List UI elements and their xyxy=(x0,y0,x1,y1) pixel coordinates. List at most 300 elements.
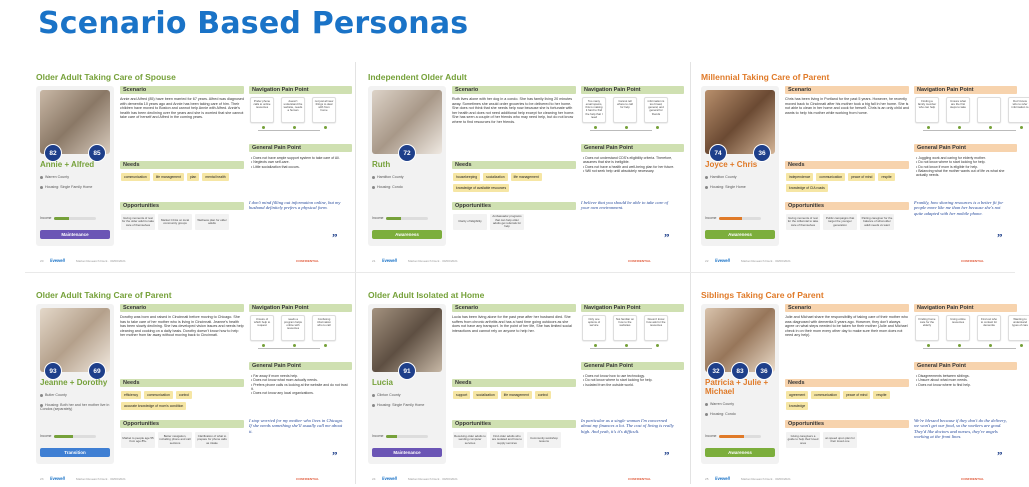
nav-pain-row xyxy=(250,315,336,341)
info-icon xyxy=(705,186,708,189)
persona-quote: Frankly, how sharing resources is a better fit for people more like me than her because she's not quite adapted with her mobile phone. xyxy=(914,200,1004,216)
timeline-dot xyxy=(927,126,930,129)
profile-card xyxy=(36,304,114,464)
persona-panel xyxy=(701,72,1029,268)
persona-info xyxy=(372,393,444,397)
opportunities-header: Opportunities xyxy=(452,420,576,428)
persona-info-text: Butler County xyxy=(45,393,67,397)
need-tag: life management xyxy=(501,391,532,399)
persona-info xyxy=(372,403,444,407)
stage-badge: Awareness xyxy=(705,230,775,239)
persona-info-text: Housing: Single Family Home xyxy=(377,403,425,407)
nav-pain-card xyxy=(582,97,606,123)
nav-pain-text: Too many email spams, this is making it hard to find the help that I need xyxy=(585,98,603,119)
persona-panel xyxy=(36,290,352,486)
slide-footer xyxy=(705,476,1017,484)
opportunities-header: Opportunities xyxy=(785,420,909,428)
opportunities-header: Opportunities xyxy=(785,202,909,210)
timeline-dot xyxy=(656,126,659,129)
need-tag: communication xyxy=(816,173,845,181)
need-tag: housekeeping xyxy=(453,173,480,181)
income-label: Income xyxy=(705,434,717,438)
age-badge: 69 xyxy=(88,362,106,380)
nav-pain-card xyxy=(915,315,939,341)
info-icon xyxy=(40,176,43,179)
general-pain-list xyxy=(583,374,683,387)
need-tag: socialization xyxy=(473,391,497,399)
nav-pain-text: Not familiar on how to the websites xyxy=(615,316,635,328)
slide-footer xyxy=(40,258,352,266)
general-pain-item: • Do not know where to start looking for help. xyxy=(583,378,683,382)
stage-badge: Awareness xyxy=(705,448,775,457)
age-badge: 82 xyxy=(44,144,62,162)
scenario-text: Chris has been living in Portland for the past 5 years. However, he recently moved back to Cincinnati after his mother took a big fall in her home. She is not able to clean in her home and cook for herself. Chris is an only child and wants to help his mother while working from home. xyxy=(785,97,909,115)
timeline-dot xyxy=(989,344,992,347)
scenario-text: Julie and Michael share the responsibility of taking care of their mother who was diagnosed with dementia 5 years ago. However, they don't always agree on what steps needed to be taken for their mother (Julie and Michael check in on their mom every other day to make sure their mom does not need any help). xyxy=(785,315,908,338)
nav-pain-header: Navigation Pain Point xyxy=(249,86,352,94)
needs-list xyxy=(121,173,245,181)
nav-timeline xyxy=(258,130,320,131)
nav-timeline xyxy=(923,130,1016,131)
age-badge: 85 xyxy=(88,144,106,162)
general-pain-list xyxy=(583,156,683,173)
age-badge: 74 xyxy=(709,144,727,162)
nav-pain-header: Navigation Pain Point xyxy=(914,304,1017,312)
nav-pain-card xyxy=(915,97,939,123)
need-tag: communication xyxy=(121,173,150,181)
opportunities-list xyxy=(453,214,524,230)
income-label: Income xyxy=(372,216,384,220)
opportunities-header: Opportunities xyxy=(120,202,244,210)
timeline-dot xyxy=(958,344,961,347)
needs-list xyxy=(786,173,910,192)
timeline-dot xyxy=(324,344,327,347)
opportunities-list xyxy=(786,432,857,448)
page-number: 25 xyxy=(705,477,709,481)
footer-caption: Market Research Deck · 00/00/2021 xyxy=(741,477,791,481)
persona-panel-title: Independent Older Adult xyxy=(368,72,467,82)
opportunity-card: Receiving older adults to sending computer services xyxy=(453,432,487,448)
confidential-label: CONFIDENTIAL xyxy=(296,477,320,481)
slide-footer xyxy=(40,476,352,484)
nav-pain-text: Cannot tell where to call for help xyxy=(617,98,633,110)
persona-info xyxy=(40,403,112,411)
general-pain-item: • Far away if mom needs help. xyxy=(251,374,351,378)
nav-pain-text: Find out who to contact for dementia xyxy=(980,316,998,328)
persona-info-text: Housing: Condo xyxy=(377,185,403,189)
general-pain-list xyxy=(251,374,351,395)
nav-pain-card xyxy=(946,315,970,341)
nav-pain-card xyxy=(582,315,606,341)
scenario-header: Scenario xyxy=(120,86,244,94)
timeline-dot xyxy=(927,344,930,347)
opportunities-list xyxy=(786,214,894,230)
nav-pain-card xyxy=(250,315,274,341)
persona-info-text: Housing: Condo xyxy=(710,412,736,416)
timeline-dot xyxy=(625,344,628,347)
nav-pain-header: Navigation Pain Point xyxy=(249,304,352,312)
nav-pain-card xyxy=(1008,315,1029,341)
age-badge: 91 xyxy=(398,362,416,380)
general-pain-item: • Does not have a health and well-being plan for her future. xyxy=(583,165,683,169)
general-pain-item: • Will not seek help until absolutely necessary. xyxy=(583,169,683,173)
persona-panel-title: Older Adult Taking Care of Parent xyxy=(36,290,172,300)
needs-list xyxy=(453,391,577,399)
nav-pain-text: Prefer phone calls to online resources xyxy=(253,98,271,110)
nav-pain-card xyxy=(281,315,305,341)
nav-timeline xyxy=(258,348,320,349)
income-fill xyxy=(719,435,744,438)
persona-info xyxy=(705,185,777,189)
nav-pain-text: Doesn't know how ask for the resources xyxy=(646,316,666,328)
age-badge: 83 xyxy=(731,362,749,380)
income-fill xyxy=(719,217,742,220)
general-pain-item: • Does not know where to find help. xyxy=(916,383,1016,387)
opportunity-card: Clarification of what to prepare for phone calls as intake xyxy=(195,432,229,448)
livewell-logo: livewell xyxy=(382,258,397,263)
nav-timeline xyxy=(590,130,652,131)
general-pain-item: • Prefers phone calls vs looking at the website and do not trust it. xyxy=(251,383,351,392)
persona-info xyxy=(40,185,112,189)
opportunity-card: Clarity of Eligibility xyxy=(453,214,487,230)
persona-info xyxy=(40,175,112,179)
persona-info-text: Housing: Single Home xyxy=(710,185,746,189)
info-icon xyxy=(372,394,375,397)
opportunities-list xyxy=(453,432,561,448)
opportunity-card: Giving caregivers a guide to help their loved ones xyxy=(786,432,820,448)
income-bar xyxy=(54,217,96,220)
opportunity-card: Community workshop lessons xyxy=(527,432,561,448)
persona-quote: I don't mind filling out information online, but my husband definitely prefers a physical form. xyxy=(249,200,341,211)
general-pain-list xyxy=(916,374,1016,387)
persona-panel-title: Siblings Taking Care of Parent xyxy=(701,290,824,300)
livewell-logo: livewell xyxy=(50,476,65,481)
general-pain-item: • Isolated from the outside world. xyxy=(583,383,683,387)
nav-pain-card xyxy=(281,97,305,123)
persona-info-text: Clinton County xyxy=(377,393,401,397)
page-title: Scenario Based Personas xyxy=(38,6,469,41)
persona-name: Annie + Alfred xyxy=(40,160,95,169)
timeline-dot xyxy=(989,126,992,129)
nav-pain-row xyxy=(915,315,1029,341)
timeline-dot xyxy=(293,344,296,347)
page-number: 24 xyxy=(372,477,376,481)
quote-mark-icon: ” xyxy=(997,232,1003,244)
need-tag: plan xyxy=(187,173,199,181)
income-fill xyxy=(54,217,69,220)
opportunity-card: Ambassador programs that can help older adults get referrals for help xyxy=(490,214,524,230)
need-tag: independence xyxy=(786,173,813,181)
slide-footer xyxy=(705,258,1017,266)
persona-panel-title: Older Adult Taking Care of Spouse xyxy=(36,72,176,82)
persona-info xyxy=(705,412,777,416)
needs-header: Needs xyxy=(785,379,909,387)
persona-panel xyxy=(368,72,684,268)
footer-caption: Market Research Deck · 00/00/2021 xyxy=(741,259,791,263)
persona-info-text: Warren County xyxy=(45,175,70,179)
general-pain-item: • Do not know if mom is eligible for help. xyxy=(916,165,1016,169)
info-icon xyxy=(705,413,708,416)
general-pain-item: • Juggling work and caring for elderly mother. xyxy=(916,156,1016,160)
opportunity-card: Market CCAs on local community groups xyxy=(158,214,192,230)
income-meter xyxy=(40,434,110,440)
persona-name: Joyce + Chris xyxy=(705,160,758,169)
general-pain-item: • Does not know what mom actually needs. xyxy=(251,378,351,382)
nav-pain-header: Navigation Pain Point xyxy=(581,304,684,312)
needs-list xyxy=(786,391,910,410)
income-label: Income xyxy=(40,434,52,438)
scenario-header: Scenario xyxy=(452,304,576,312)
scenario-header: Scenario xyxy=(785,86,909,94)
timeline-dot xyxy=(958,126,961,129)
confidential-label: CONFIDENTIAL xyxy=(628,477,652,481)
footer-caption: Market Research Deck · 00/00/2021 xyxy=(408,477,458,481)
nav-pain-row xyxy=(915,97,1029,123)
general-pain-item: • Does not have ample support system to take care of Ali. xyxy=(251,156,351,160)
nav-pain-text: Don't know who to refer information to xyxy=(1011,98,1029,110)
age-badge: 36 xyxy=(753,144,771,162)
scenario-text: Annie and Alfred (85) have been married for 67 years. Alfred was diagnosed with dementia 10 years ago and Annie has been taking care of him. Their children have moved to Boston and cannot help Annie with Alfred. Annie's health has been declining over the years and she is worried that she cannot take care of herself and Alfred in the coming years. xyxy=(120,97,244,120)
timeline-dot xyxy=(1020,344,1023,347)
quote-mark-icon: ” xyxy=(664,232,670,244)
confidential-label: CONFIDENTIAL xyxy=(961,477,985,481)
stage-badge: Transition xyxy=(40,448,110,457)
need-tag: peace of mind xyxy=(843,391,870,399)
nav-pain-text: Only one options of service xyxy=(587,316,601,328)
timeline-dot xyxy=(324,126,327,129)
info-icon xyxy=(372,404,375,407)
general-pain-header: General Pain Point xyxy=(914,362,1017,370)
timeline-dot xyxy=(625,126,628,129)
general-pain-item: • Do not know where to start looking for help. xyxy=(916,160,1016,164)
nav-pain-card xyxy=(250,97,274,123)
nav-timeline xyxy=(923,348,1016,349)
nav-pain-card xyxy=(312,315,336,341)
nav-pain-text: Finding a family member who can help xyxy=(917,98,937,110)
nav-pain-card xyxy=(1008,97,1029,123)
need-tag: socialization xyxy=(483,173,507,181)
nav-pain-text: Finding home care for the elderly xyxy=(918,316,936,328)
column-divider xyxy=(355,62,356,484)
persona-info-text: Hamilton County xyxy=(710,175,737,179)
persona-name: Patricia + Julie + Michael xyxy=(705,378,769,396)
need-tag: accurate knowledge of mom's condition xyxy=(121,402,186,410)
general-pain-item: • Balancing what the mother wants out of life vs what she actually needs. xyxy=(916,169,1016,178)
nav-pain-card xyxy=(613,97,637,123)
income-meter xyxy=(705,434,775,440)
nav-pain-text: doesn't understand the website, needs a human xyxy=(283,98,303,113)
quote-mark-icon: ” xyxy=(997,450,1003,462)
opportunities-header: Opportunities xyxy=(120,420,244,428)
page-number: 21 xyxy=(372,259,376,263)
general-pain-header: General Pain Point xyxy=(249,362,352,370)
livewell-logo: livewell xyxy=(50,258,65,263)
income-meter xyxy=(705,216,775,222)
nav-pain-card xyxy=(977,315,1001,341)
nav-timeline xyxy=(590,348,652,349)
needs-header: Needs xyxy=(452,161,576,169)
profile-card xyxy=(368,304,446,464)
opportunity-card: Better navigation, including phone and call sections xyxy=(158,432,192,448)
confidential-label: CONFIDENTIAL xyxy=(296,259,320,263)
profile-card xyxy=(368,86,446,246)
nav-pain-text: Wanting to understand types of care xyxy=(1011,316,1028,328)
need-tag: control xyxy=(535,391,551,399)
income-bar xyxy=(54,435,96,438)
income-bar xyxy=(719,217,761,220)
needs-list xyxy=(453,173,577,192)
quote-mark-icon: ” xyxy=(332,232,338,244)
confidential-label: CONFIDENTIAL xyxy=(628,259,652,263)
nav-pain-card xyxy=(644,97,668,123)
opportunity-card: Giving moments of rest for the millennial to take care of themselves xyxy=(786,214,820,230)
general-pain-item: • Little socialization that occurs. xyxy=(251,165,351,169)
needs-header: Needs xyxy=(120,161,244,169)
scenario-text: Dorothy was born and raised in Cincinnati before moving to Chicago. She has to take care of her mother who is living in Cincinnati. Jeanne's health has been slowly declining. She has developed vision issues and needs help cleaning and cooking on a daily basis. Dorothy doesn't know how to help her mother from far away without moving back to Cincinnati. xyxy=(120,315,244,338)
income-fill xyxy=(386,435,397,438)
opportunity-card: Giving moments of rest for the older adult to take care of themselves xyxy=(121,214,155,230)
livewell-logo: livewell xyxy=(715,476,730,481)
general-pain-header: General Pain Point xyxy=(249,144,352,152)
opportunities-header: Opportunities xyxy=(452,202,576,210)
persona-name: Ruth xyxy=(372,160,391,169)
persona-info-text: Warren County xyxy=(710,402,735,406)
age-badge: 32 xyxy=(707,362,725,380)
page-number: 23 xyxy=(40,477,44,481)
nav-pain-text: information is too broad, general, and general for friends xyxy=(647,98,665,116)
profile-card xyxy=(36,86,114,246)
income-bar xyxy=(386,435,428,438)
needs-header: Needs xyxy=(785,161,909,169)
nav-pain-card xyxy=(977,97,1001,123)
nav-pain-text: needs a program helps online with resources xyxy=(284,316,302,331)
persona-panel-title: Older Adult Isolated at Home xyxy=(368,290,485,300)
general-pain-header: General Pain Point xyxy=(581,362,684,370)
opportunity-card: Find older adults who are isolated and how to supply services xyxy=(490,432,524,448)
persona-info-text: Hamilton County xyxy=(377,175,404,179)
quote-mark-icon: ” xyxy=(332,450,338,462)
persona-name: Lucia xyxy=(372,378,393,387)
general-pain-item: • Does not know how to use technology. xyxy=(583,374,683,378)
persona-panel xyxy=(701,290,1028,486)
opportunity-card: Market to people age 55 from age 85+ xyxy=(121,432,155,448)
opportunities-list xyxy=(121,432,229,448)
confidential-label: CONFIDENTIAL xyxy=(961,259,985,263)
need-tag: efficiency xyxy=(121,391,141,399)
nav-pain-card xyxy=(312,97,336,123)
footer-caption: Market Research Deck · 00/00/2021 xyxy=(408,259,458,263)
info-icon xyxy=(372,176,375,179)
nav-pain-text: Unsure of which help to request xyxy=(253,316,271,328)
persona-panel xyxy=(36,72,352,268)
nav-pain-row xyxy=(582,315,668,341)
need-tag: life management xyxy=(511,173,542,181)
general-pain-item: • Unsure about what mom needs. xyxy=(916,378,1016,382)
income-meter xyxy=(40,216,110,222)
income-label: Income xyxy=(40,216,52,220)
nav-pain-card xyxy=(644,315,668,341)
need-tag: support xyxy=(453,391,470,399)
stage-badge: Awareness xyxy=(372,230,442,239)
nav-pain-text: Confusing information who to call xyxy=(317,316,331,328)
need-tag: knowledge xyxy=(786,402,808,410)
livewell-logo: livewell xyxy=(715,258,730,263)
need-tag: peace of mind xyxy=(848,173,875,181)
need-tag: communication xyxy=(811,391,840,399)
age-badge: 72 xyxy=(398,144,416,162)
nav-pain-text: not just all new things to deal with from home xyxy=(314,98,334,113)
info-icon xyxy=(40,394,43,397)
general-pain-header: General Pain Point xyxy=(914,144,1017,152)
slide-footer xyxy=(372,258,684,266)
scenario-header: Scenario xyxy=(120,304,244,312)
persona-quote: I stop worried for my mother who lives in Chicago. If she needs something she'll usually call me about it. xyxy=(249,418,344,434)
nav-pain-row xyxy=(250,97,336,123)
footer-caption: Market Research Deck · 00/00/2021 xyxy=(76,477,126,481)
scenario-text: Lucia has been living alone for the past year after her husband died. She suffers from chronic arthritis and has a hard time going outdoors as she does not have any transport. In the point of her life, She has limited social interactions and cannot rely on anyone to help her. xyxy=(452,315,572,333)
need-tag: respite xyxy=(878,173,894,181)
nav-pain-header: Navigation Pain Point xyxy=(914,86,1017,94)
info-icon xyxy=(705,176,708,179)
column-divider xyxy=(690,62,691,484)
general-pain-list xyxy=(916,156,1016,177)
footer-caption: Market Research Deck · 00/00/2021 xyxy=(76,259,126,263)
info-icon xyxy=(705,403,708,406)
persona-info xyxy=(40,393,112,397)
opportunities-list xyxy=(121,214,229,230)
general-pain-item: • Does not know any local organizations. xyxy=(251,391,351,395)
persona-info xyxy=(705,402,777,406)
persona-info xyxy=(705,175,777,179)
income-label: Income xyxy=(372,434,384,438)
general-pain-item: • Does not understand CDS's eligibility criteria. Therefore, assumes that she is ineligible. xyxy=(583,156,683,165)
livewell-logo: livewell xyxy=(382,476,397,481)
quote-mark-icon: ” xyxy=(664,450,670,462)
stage-badge: Maintenance xyxy=(372,448,442,457)
general-pain-item: • Neglects own self-care. xyxy=(251,160,351,164)
scenario-text: Ruth lives alone with her dog in a condo. She has family living 20 minutes away. Sometimes she would order groceries to be delivered to her home. She does not think that she needs help now because she is fortunate with her health and does not need additional help except for cleaning her home. She has seen a couple of her friends who may need help, but do not know where to find resources for her friends. xyxy=(452,97,575,124)
persona-quote: I believe that you should be able to take care of your own environment. xyxy=(581,200,669,211)
stage-badge: Maintenance xyxy=(40,230,110,239)
profile-card xyxy=(701,304,779,464)
row-divider xyxy=(25,272,1015,273)
persona-quote: We're blessed because if they don't do the delivery, we won't get our food, so the workers are good. They'd like doctors and nurses, they're angels working at the front lines. xyxy=(914,418,1007,440)
scenario-header: Scenario xyxy=(785,304,909,312)
income-label: Income xyxy=(705,216,717,220)
opportunity-card: an speed upon plan for their loved one xyxy=(823,432,857,448)
opportunity-card: Wellness plan for older adults xyxy=(195,214,229,230)
age-badge: 36 xyxy=(755,362,773,380)
persona-info xyxy=(372,175,444,179)
need-tag: agreement xyxy=(786,391,808,399)
general-pain-header: General Pain Point xyxy=(581,144,684,152)
timeline-dot xyxy=(1020,126,1023,129)
scenario-header: Scenario xyxy=(452,86,576,94)
income-fill xyxy=(54,435,73,438)
needs-list xyxy=(121,391,245,410)
persona-info-text: Housing: Single Family Home xyxy=(45,185,93,189)
need-tag: knowledge of CIA roads xyxy=(786,184,828,192)
need-tag: respite xyxy=(873,391,889,399)
nav-pain-header: Navigation Pain Point xyxy=(581,86,684,94)
need-tag: knowledge of available resources xyxy=(453,184,509,192)
general-pain-list xyxy=(251,156,351,169)
timeline-dot xyxy=(656,344,659,347)
nav-pain-row xyxy=(582,97,668,123)
need-tag: life management xyxy=(153,173,184,181)
needs-header: Needs xyxy=(452,379,576,387)
income-meter xyxy=(372,216,442,222)
